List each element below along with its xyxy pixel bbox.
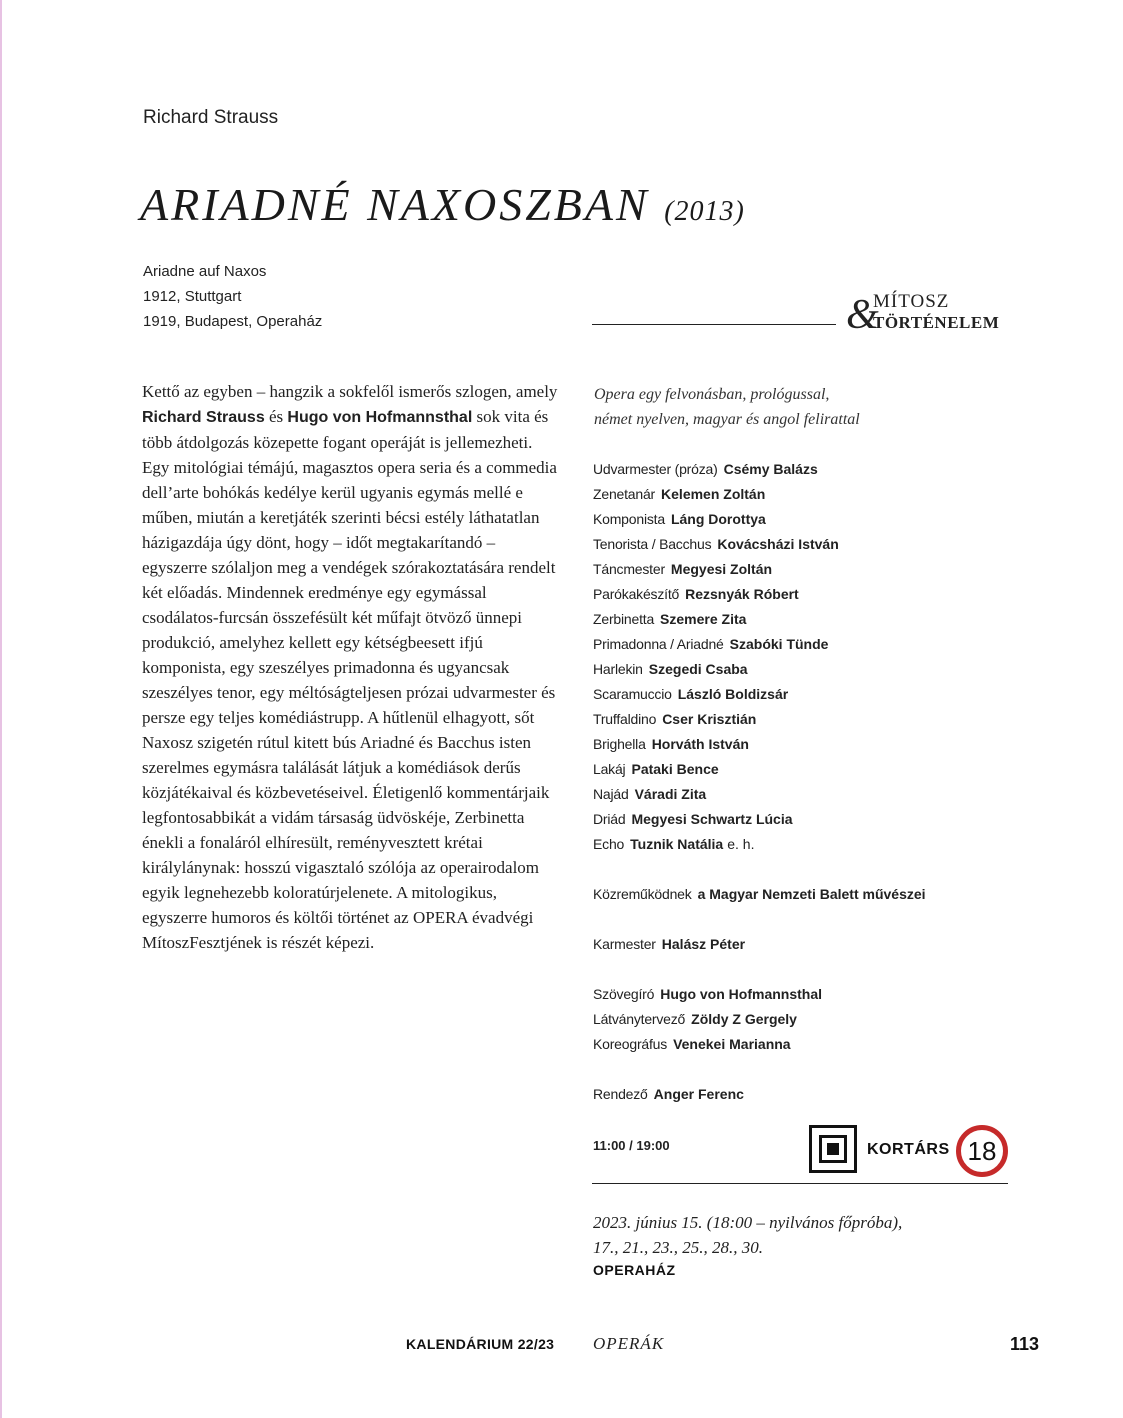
credit-row xyxy=(593,557,1033,582)
credit-role: Karmester xyxy=(593,936,656,952)
subtitle-line: német nyelven, magyar és angol felirattal xyxy=(594,411,860,428)
credit-row xyxy=(593,532,1033,557)
meta-premiere: 1912, Stuttgart xyxy=(143,288,242,305)
footer-section: OPERÁK xyxy=(593,1334,665,1353)
credit-row xyxy=(593,482,1033,507)
credit-spacer xyxy=(593,957,1033,982)
credit-row xyxy=(593,632,1033,657)
credit-row xyxy=(593,832,1033,857)
credit-role: Zerbinetta xyxy=(593,611,655,627)
credit-role: Truffaldino xyxy=(593,711,657,727)
credit-name: Horváth István xyxy=(651,736,749,752)
logo-line-2: TÖRTÉNELEM xyxy=(873,313,1000,332)
cast-list xyxy=(593,457,1033,1107)
credit-row xyxy=(593,707,1033,732)
credit-role: Koreográfus xyxy=(593,1036,668,1052)
credit-row xyxy=(593,982,1033,1007)
meta-original-title: Ariadne auf Naxos xyxy=(143,263,267,280)
credit-role: Primadonna / Ariadné xyxy=(593,636,724,652)
credit-row xyxy=(593,682,1033,707)
intro-run: sok vita és több átdolgozás közepette fogant operáját is jellemezheti. Egy mitológiai témájú, magasztos opera seria és a commedia dell’arte bohókás kedélye kerül ugyanis egymás mellé e műben, miután a keretjáték szerinti bécsi estély láthatatlan házigazdája úgy dönt, hogy – időt megtakarítandó – egyszerre szólaljon meg a vendégek szórakoztatására rendelt két előadás. Mindennek eredménye egy egymással csodálatos-furcsán összefésült két műfajt ötvöző ünnepi produkció, amelyhez kellett egy kétségbeesett ifjú komponista, egy szeszélyes primadonna és ugyancsak szeszélyes tenor, egy méltóságteljesen prózai udvarmester és persze egy teljes komédiástrupp. A hűtlenül elhagyott, sőt Naxosz szigetén rútul kitett bús Ariadné és Bacchus isten szerelmes egymásra találását látjuk a komédiások derűs közjátékaival és közbevetéseivel. Életigenlő kommentárjaik legfontosabbikát a vidám társaság üdvöskéje, Zerbinetta énekli a fonaláról elhíresült, reményvesztett krétai királylánynak: hosszú vigasztaló szólója az operairodalom egyik legnehezebb koloratúrjelenete. A mitologikus, egyszerre humoros és költői történet az OPERA évadvégi MítoszFesztjének is részét képezi. xyxy=(142,407,557,952)
intro-run: Kettő az egyben – hangzik a sokfelől ismerős szlogen, amely xyxy=(142,382,558,401)
credit-name: Anger Ferenc xyxy=(653,1086,744,1102)
credit-role: Komponista xyxy=(593,511,665,527)
credit-role: Driád xyxy=(593,811,626,827)
dates-line: 2023. június 15. (18:00 – nyilvános főpróba), xyxy=(593,1213,903,1232)
opera-subtitle xyxy=(594,382,924,432)
credit-row xyxy=(593,732,1033,757)
credit-name: László Boldizsár xyxy=(677,686,789,702)
intro-bold-name: Hugo von Hofmannsthal xyxy=(287,409,473,426)
credit-role: Parókakészítő xyxy=(593,586,680,602)
credit-spacer xyxy=(593,907,1033,932)
credit-name: Pataki Bence xyxy=(631,761,719,777)
credit-name: Megyesi Zoltán xyxy=(670,561,773,577)
credit-role: Lakáj xyxy=(593,761,626,777)
credit-name: Láng Dorottya xyxy=(670,511,766,527)
intro-bold-name: Richard Strauss xyxy=(142,409,265,426)
credit-role: Brighella xyxy=(593,736,646,752)
credit-row xyxy=(593,1032,1033,1057)
credit-name: Váradi Zita xyxy=(634,786,707,802)
rating-label: KORTÁRS xyxy=(867,1141,950,1158)
credit-row xyxy=(593,1007,1033,1032)
credit-row xyxy=(593,457,1033,482)
credit-row xyxy=(593,507,1033,532)
credit-name: Zöldy Z Gergely xyxy=(691,1011,797,1027)
credit-name: Csémy Balázs xyxy=(723,461,818,477)
divider-line xyxy=(592,1183,1008,1184)
credit-role: Scaramuccio xyxy=(593,686,672,702)
meta-budapest-premiere: 1919, Budapest, Operaház xyxy=(143,313,323,330)
credit-name: Kovácsházi István xyxy=(717,536,839,552)
credit-role: Tenorista / Bacchus xyxy=(593,536,712,552)
divider-line xyxy=(592,324,836,325)
kortars-square-icon xyxy=(809,1125,857,1173)
footer-publication: KALENDÁRIUM 22/23 xyxy=(406,1336,555,1352)
credit-row xyxy=(593,657,1033,682)
credit-name: Halász Péter xyxy=(661,936,746,952)
credit-role: Szövegíró xyxy=(593,986,655,1002)
intro-text xyxy=(142,379,562,955)
credit-name: Hugo von Hofmannsthal xyxy=(660,986,823,1002)
composer-name: Richard Strauss xyxy=(143,107,279,128)
credit-name: Tuznik Natália xyxy=(630,836,724,852)
credit-name: Venekei Marianna xyxy=(673,1036,791,1052)
subtitle-line: Opera egy felvonásban, prológussal, xyxy=(594,386,830,403)
credit-name: Szemere Zita xyxy=(660,611,747,627)
credit-name: Rezsnyák Róbert xyxy=(685,586,799,602)
credit-name: a Magyar Nemzeti Balett művészei xyxy=(697,886,926,902)
page-edge-stripe xyxy=(0,0,2,1418)
performance-dates xyxy=(593,1210,902,1260)
credit-spacer xyxy=(593,857,1033,882)
credit-role: Echo xyxy=(593,836,625,852)
credit-row xyxy=(593,1082,1033,1107)
age-limit-circle: 18 xyxy=(956,1125,1008,1177)
credit-row xyxy=(593,757,1033,782)
credit-row xyxy=(593,807,1033,832)
logo-ampersand: & xyxy=(846,292,879,338)
work-meta xyxy=(143,259,322,334)
credit-suffix: e. h. xyxy=(727,836,755,852)
credit-row xyxy=(593,882,1033,907)
title-year: (2013) xyxy=(664,196,745,227)
mitosz-tortenelem-logo xyxy=(846,290,1046,340)
credit-name: Megyesi Schwartz Lúcia xyxy=(631,811,793,827)
venue: OPERAHÁZ xyxy=(593,1262,676,1278)
rating-badge xyxy=(808,1124,1013,1180)
dates-line: 17., 21., 23., 25., 28., 30. xyxy=(593,1238,763,1257)
credit-name: Kelemen Zoltán xyxy=(661,486,766,502)
title-text: ARIADNÉ NAXOSZBAN xyxy=(140,179,650,230)
credit-role: Rendező xyxy=(593,1086,648,1102)
credit-name: Szabóki Tünde xyxy=(729,636,829,652)
credit-role: Najád xyxy=(593,786,629,802)
credit-role: Táncmester xyxy=(593,561,665,577)
credit-role: Látványtervező xyxy=(593,1011,686,1027)
credit-spacer xyxy=(593,1057,1033,1082)
credit-role: Közreműködnek xyxy=(593,886,692,902)
credit-role: Harlekin xyxy=(593,661,643,677)
page-title xyxy=(140,178,745,231)
show-times: 11:00 / 19:00 xyxy=(593,1138,670,1153)
credit-row xyxy=(593,782,1033,807)
credit-role: Udvarmester (próza) xyxy=(593,461,718,477)
logo-line-1: MÍTOSZ xyxy=(873,291,950,312)
intro-run: és xyxy=(264,407,288,426)
credit-row xyxy=(593,607,1033,632)
credit-role: Zenetanár xyxy=(593,486,656,502)
credit-row xyxy=(593,582,1033,607)
page-number: 113 xyxy=(1010,1334,1040,1354)
credit-row xyxy=(593,932,1033,957)
credit-name: Szegedi Csaba xyxy=(648,661,748,677)
credit-name: Cser Krisztián xyxy=(662,711,757,727)
